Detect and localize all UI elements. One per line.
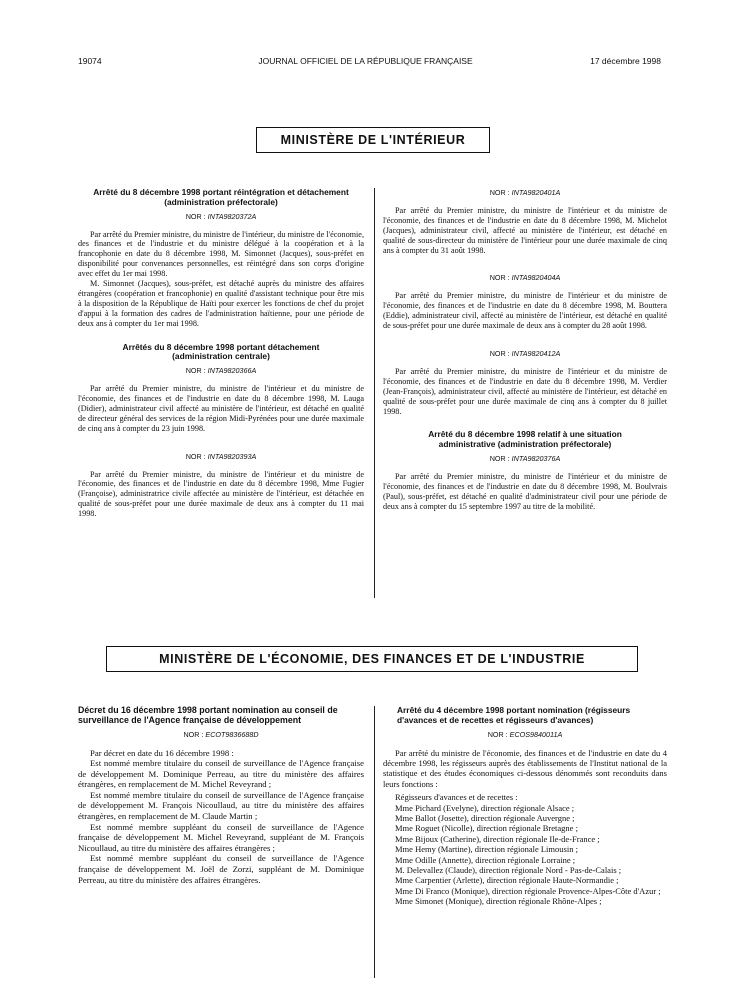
paragraph: Est nommé membre suppléant du conseil de surveillance de l'Agence française de développement M. Michel Reveyrand, suppléant de M. François Nicoullaud, au titre du ministère des affaires étrangères ; xyxy=(78,821,364,853)
list-item: Mme Hemy (Martine), direction régionale Limousin ; xyxy=(395,844,578,855)
nor-code: INTA9820376A xyxy=(511,454,561,463)
nor-code: INTA9820412A xyxy=(511,348,561,358)
paragraph: Par arrêté du Premier ministre, du ministre de l'intérieur et du ministre de l'économie, des finances et de l'industrie en date du 8 décembre 1998, M. Michelot (Jacques), administrateur civil, affecté au ministère de l'intérieur, est détaché en qualité de sous-directeur du ministère de l'intérieur pour une durée maximale de cinq ans à compter du 31 août 1998. xyxy=(383,205,667,255)
ministry-interieur-heading: MINISTÈRE DE L'INTÉRIEUR xyxy=(256,127,490,153)
list-item: Mme Bijoux (Catherine), direction régionale Ile-de-France ; xyxy=(395,833,600,844)
paragraph: Est nommé membre titulaire du conseil de surveillance de l'Agence française de développement M. François Nicoullaud, au titre du ministère des affaires étrangères, en remplacement de M. Claude Martin ; xyxy=(78,789,364,822)
journal-title: JOURNAL OFFICIEL DE LA RÉPUBLIQUE FRANÇAISE xyxy=(258,56,473,66)
list-item: Mme Di Franco (Monique), direction régionale Provence-Alpes-Côte d'Azur ; xyxy=(395,885,661,896)
paragraph: Par arrêté du Premier ministre, du ministre de l'intérieur et du ministre de l'économie, des finances et de l'industrie en date du 8 décembre 1998, Mme Fugier (Françoise), administratrice civile affectée au ministère de l'intérieur, est détachée en qualité de sous-préfet pour une durée maximale de deux ans à compter du 11 mai 1998. xyxy=(78,469,364,519)
list-item: Mme Roguet (Nicolle), direction régionale Bretagne ; xyxy=(395,823,578,834)
list-item: M. Delevallez (Claude), direction régionale Nord - Pas-de-Calais ; xyxy=(395,864,622,875)
list-item: Mme Ballot (Josette), direction régionale Auvergne ; xyxy=(395,812,575,823)
nor-reference xyxy=(78,212,364,222)
economie-left-column xyxy=(78,706,364,885)
nor-code: ECOT9836688D xyxy=(205,729,259,739)
nor-code: INTA9820401A xyxy=(511,188,561,197)
paragraph: Par arrêté du ministre de l'économie, des finances et de l'industrie en date du 4 décembre 1998, les régisseurs auprès des établissements de l'Institut national de la statistique et des études économiques ci-dessous dénommés sont reconduits dans leurs fonctions : xyxy=(383,747,667,789)
paragraph: Par arrêté du Premier ministre, du ministre de l'intérieur et du ministre de l'économie, des finances et de l'industrie en date du 8 décembre 1998, M. Verdier (Jean-François), administrateur civil, affecté au ministère de l'intérieur, est détaché en qualité de sous-préfet pour une durée maximale de cinq ans à compter du 8 juillet 1998. xyxy=(383,366,667,416)
arrete-situation-title: Arrêté du 8 décembre 1998 relatif à une situation administrative (administration préfectorale) xyxy=(428,429,622,450)
nor-reference: NOR : ECOS9840011A xyxy=(487,729,563,739)
nor-reference: NOR : INTA9820412A xyxy=(489,348,561,358)
nor-reference: NOR : INTA9820376A xyxy=(489,454,561,463)
arrete-reintegration-title: Arrêté du 8 décembre 1998 portant réintégration et détachement (administration préfectorale) xyxy=(93,187,349,207)
interieur-left-column xyxy=(78,188,364,519)
list-item: Mme Carpentier (Arlette), direction régionale Haute-Normandie ; xyxy=(395,875,619,886)
decret-nomination-title: Décret du 16 décembre 1998 portant nomination au conseil de surveillance de l'Agence française de développement xyxy=(78,705,338,725)
ministry-economie-heading: MINISTÈRE DE L'ÉCONOMIE, DES FINANCES ET DE L'INDUSTRIE xyxy=(106,646,638,672)
nor-reference: NOR : INTA9820401A xyxy=(489,188,561,197)
list-item: Mme Pichard (Evelyne), direction régionale Alsace ; xyxy=(395,802,575,813)
nor-code: INTA9820404A xyxy=(511,273,561,283)
arrete-regisseurs-title: Arrêté du 4 décembre 1998 portant nomination (régisseurs d'avances et de recettes et régisseurs d'avances) xyxy=(397,705,631,725)
page-number: 19074 xyxy=(78,56,102,66)
column-divider xyxy=(374,188,375,598)
arretes-detachement-title: Arrêtés du 8 décembre 1998 portant détachement (administration centrale) xyxy=(122,341,320,362)
paragraph: Est nommé membre suppléant du conseil de surveillance de l'Agence française de développement M. Joël de Zorzi, suppléant de M. Dominique Perreau, au titre du ministère des affaires étrangères. xyxy=(78,853,364,885)
nor-code: ECOS9840011A xyxy=(509,729,563,739)
paragraph: Par arrêté du Premier ministre, du ministre de l'intérieur et du ministre de l'économie, des finances et de l'industrie en date du 8 décembre 1998, M. Lauga (Didier), administrateur civil affecté au ministère de l'intérieur, est détaché en qualité de directeur général des services de la région Midi-Pyrénées pour une durée maximale de cinq ans à compter du 23 juin 1998. xyxy=(78,384,364,433)
interieur-right-column xyxy=(383,188,667,512)
list-item: Mme Odille (Annette), direction régionale Lorraine ; xyxy=(395,854,576,865)
column-divider xyxy=(374,706,375,978)
paragraph: Par arrêté du Premier ministre, du ministre de l'intérieur, du ministre de l'économie, des finances et de l'industrie et du ministre délégué à la coopération et à la francophonie en date du 8 décembre 1998, M. Simonnet (Jacques), sous-préfet en disponibilité pour convenances personnelles, est réintégré dans son corps d'origine avec effet du 1er mai 1998. xyxy=(78,229,364,279)
nor-reference: NOR : ECOT9836688D xyxy=(183,729,259,739)
nor-code: INTA9820393A xyxy=(207,451,257,461)
issue-date: 17 décembre 1998 xyxy=(590,56,661,66)
nor-label: NOR : xyxy=(185,211,206,221)
nor-code: INTA9820372A xyxy=(207,211,257,221)
paragraph: Est nommé membre titulaire du conseil de surveillance de l'Agence française de développement M. Dominique Perreau, au titre du ministère des affaires étrangères, en remplacement de M. Michel Reveyrand ; xyxy=(78,758,364,790)
economie-right-column xyxy=(383,706,667,907)
regisseurs-list xyxy=(383,803,667,907)
paragraph: Par arrêté du Premier ministre, du ministre de l'intérieur et du ministre de l'économie, des finances et de l'industrie en date du 8 décembre 1998, M. Boulvrais (Paul), sous-préfet, est détaché en qualité d'administrateur civil pour une période de deux ans à compter du 15 septembre 1997 au titre de la mobilité. xyxy=(383,471,667,511)
nor-reference: NOR : INTA9820393A xyxy=(185,451,257,461)
nor-code: INTA9820366A xyxy=(207,366,257,376)
list-item: Mme Simonet (Monique), direction régionale Rhône-Alpes ; xyxy=(395,896,602,907)
nor-reference: NOR : INTA9820404A xyxy=(489,273,561,283)
nor-reference: NOR : INTA9820366A xyxy=(185,366,257,376)
list-subheading: Régisseurs d'avances et de recettes : xyxy=(395,792,518,803)
paragraph: Par décret en date du 16 décembre 1998 : xyxy=(90,747,234,758)
paragraph: Par arrêté du Premier ministre, du ministre de l'intérieur et du ministre de l'économie, des finances et de l'industrie en date du 8 décembre 1998, M. Bouttera (Eddie), administrateur civil, affecté au ministère de l'intérieur, est détaché en qualité de sous-préfet pour une durée maximale de deux ans à compter du 28 août 1998. xyxy=(383,291,667,331)
paragraph: M. Simonnet (Jacques), sous-préfet, est détaché auprès du ministre des affaires étrangères (coopération et francophonie) en qualité d'assistant technique pour être mis à la disposition de la République de Haïti pour exercer les fonctions de chef du projet d'appui à la formation des cadres de l'administration haïtienne, pour une période de deux ans à compter du 1er mai 1998. xyxy=(78,279,364,328)
